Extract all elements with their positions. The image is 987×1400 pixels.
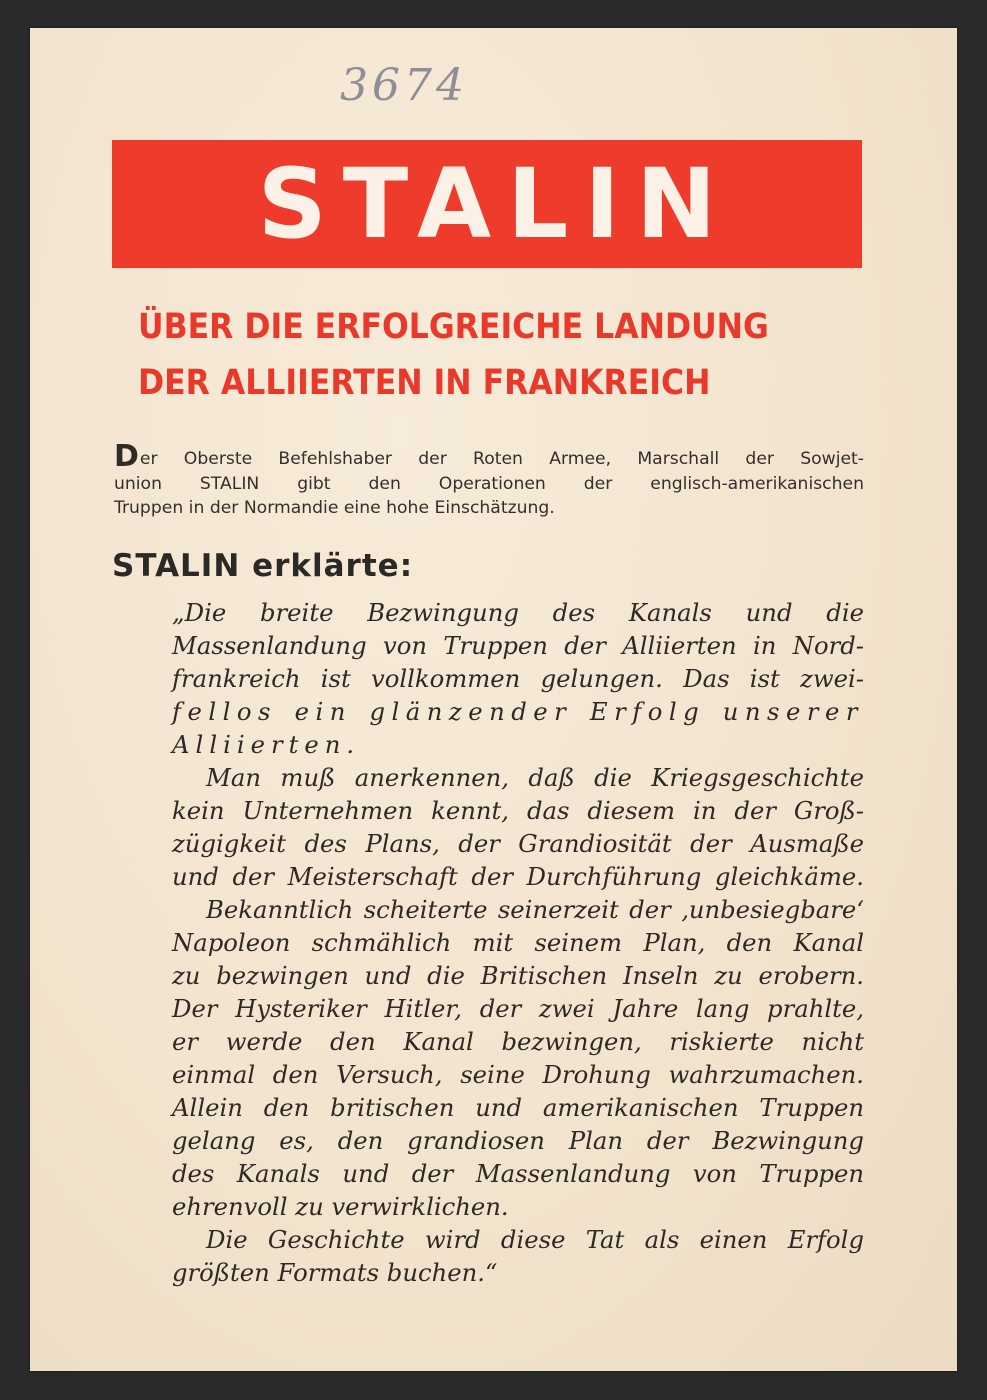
title-banner — [112, 140, 862, 268]
quote-line: Napoleon schmählich mit seinem Plan, den Kanal — [172, 928, 864, 957]
quote-line: fellos ein glänzender Erfolg unserer — [172, 697, 864, 726]
subtitle-line-2: DER ALLIIERTEN IN FRANKREICH — [138, 363, 711, 403]
quote-line: „Die breite Bezwingung des Kanals und die — [172, 598, 864, 627]
archive-number: 3674 — [340, 60, 468, 111]
quote-line: Massenlandung von Truppen der Alliierten in Nord- — [172, 631, 864, 660]
intro-paragraph — [114, 439, 864, 520]
drop-cap: D — [114, 439, 139, 474]
quote-line: und der Meisterschaft der Durchführung gleichkäme. — [172, 862, 864, 891]
intro-line-1 — [114, 439, 864, 474]
intro-line-3: Truppen in der Normandie eine hohe Einschätzung. — [114, 498, 555, 518]
intro-line-2: union STALIN gibt den Operationen der englisch-amerikanischen — [114, 474, 864, 494]
quote-line: gelang es, den grandiosen Plan der Bezwingung — [172, 1126, 864, 1155]
quote-line: Man muß anerkennen, daß die Kriegsgeschichte — [206, 763, 864, 792]
quote-line: er werde den Kanal bezwingen, riskierte nicht — [172, 1027, 864, 1056]
quote-line: Bekanntlich scheiterte seinerzeit der ‚unbesiegbare‘ — [206, 895, 864, 924]
quote-line: einmal den Versuch, seine Drohung wahrzumachen. — [172, 1060, 864, 1089]
leaflet-page — [30, 28, 957, 1371]
quote-line: Alliierten. — [172, 730, 361, 759]
intro-line-1-text: er Oberste Befehlshaber der Roten Armee, Marschall der Sowjet- — [139, 449, 864, 469]
quote-line: frankreich ist vollkommen gelungen. Das ist zwei- — [172, 664, 864, 693]
quote-line: des Kanals und der Massenlandung von Truppen — [172, 1159, 864, 1188]
quote-line: Allein den britischen und amerikanischen Truppen — [172, 1093, 864, 1122]
quote-line: größten Formats buchen.“ — [172, 1258, 498, 1287]
quote-line: zu bezwingen und die Britischen Inseln zu erobern. — [172, 961, 864, 990]
stalin-quote — [172, 596, 864, 1289]
title: STALIN — [257, 148, 733, 260]
subtitle-line-1: ÜBER DIE ERFOLGREICHE LANDUNG — [138, 307, 769, 347]
quote-line: kein Unternehmen kennt, das diesem in der Groß- — [172, 796, 864, 825]
quote-line: Die Geschichte wird diese Tat als einen Erfolg — [206, 1225, 864, 1254]
quote-line: ehrenvoll zu verwirklichen. — [172, 1192, 509, 1221]
section-heading: STALIN erklärte: — [112, 548, 414, 584]
quote-line: Der Hysteriker Hitler, der zwei Jahre lang prahlte, — [172, 994, 864, 1023]
quote-line: zügigkeit des Plans, der Grandiosität der Ausmaße — [172, 829, 864, 858]
